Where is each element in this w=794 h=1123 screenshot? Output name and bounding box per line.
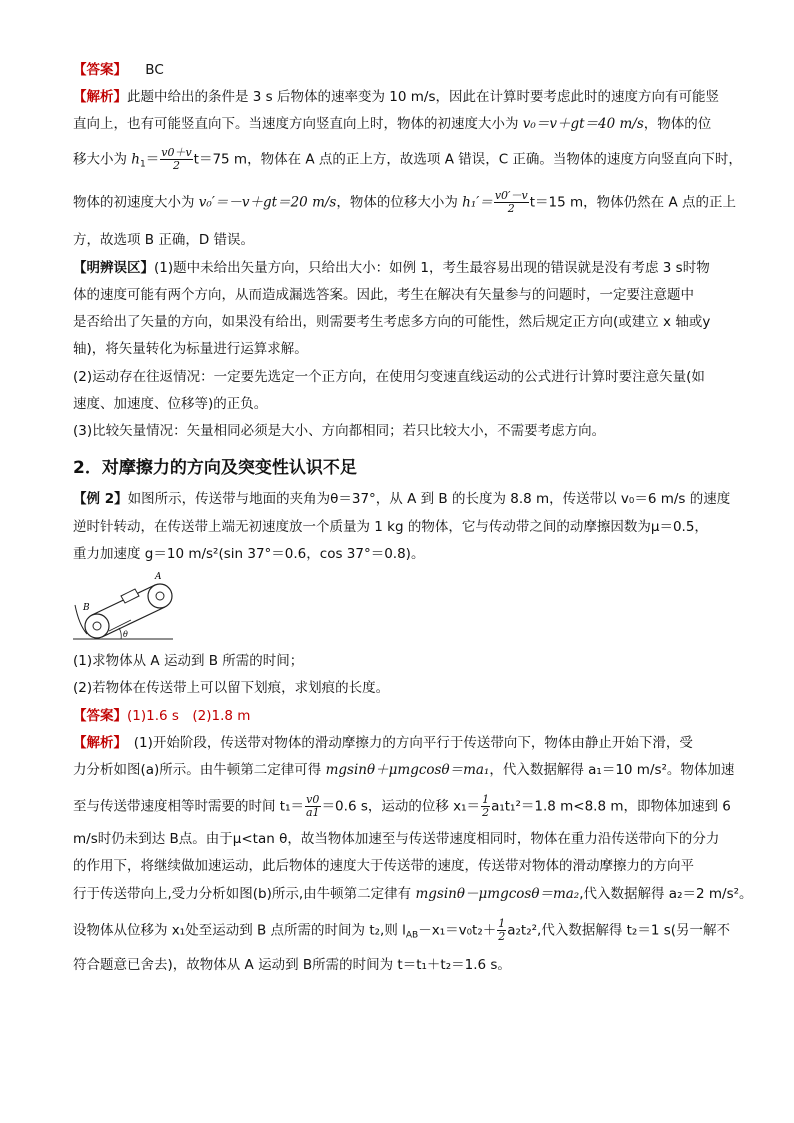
analysis-text: t＝15 m，物体仍然在 A 点的正上: [529, 194, 736, 211]
analysis-text: 方，故选项 B 正确，D 错误。: [73, 232, 255, 248]
analysis-line-1: [73, 87, 719, 107]
analysis-tag: 【解析】: [73, 735, 121, 751]
analysis2-line-6: [73, 884, 753, 904]
equation: v₀＝v＋gt＝40 m/s: [522, 116, 644, 132]
fraction: [481, 794, 490, 819]
label-theta: θ: [123, 630, 128, 639]
analysis-text: 移大小为: [73, 151, 132, 168]
analysis-text: ＝0.6 s，运动的位移 x₁＝: [321, 798, 481, 815]
answer-line: [73, 60, 164, 80]
denominator: 2: [482, 806, 490, 819]
analysis-text: ，物体的位: [643, 116, 712, 132]
answer-2-line: [73, 706, 250, 726]
equation: mgsinθ－μmgcosθ＝ma₂: [415, 886, 580, 902]
analysis-text: a₁t₁²＝1.8 m<8.8 m，即物体加速到 6: [491, 798, 731, 815]
example-line-1: [73, 489, 730, 509]
denominator: 2: [507, 202, 515, 215]
analysis2-line-5: [73, 856, 694, 876]
analysis-line-4: [73, 190, 736, 215]
analysis-text: 设物体从位移为 x₁处至运动到 B 点所需的时间为 t₂,则 l: [73, 922, 406, 939]
question-text: (2)若物体在传送带上可以留下划痕，求划痕的长度。: [73, 680, 390, 696]
numerator: v0′－v: [494, 189, 528, 202]
example-text: 如图所示，传送带与地面的夹角为θ＝37°，从 A 到 B 的长度为 8.8 m，传送带以 v₀＝6 m/s 的速度: [127, 491, 731, 507]
clarify-line-4: [73, 339, 308, 359]
subscript: AB: [405, 930, 419, 941]
analysis-text: 的作用下，将继续做加速运动，此后物体的速度大于传送带的速度，传送带对物体的滑动摩擦力的方向平: [73, 858, 694, 874]
analysis-line-2: [73, 114, 711, 134]
clarify-line-3: [73, 312, 710, 332]
answer-value: (1)1.6 s (2)1.8 m: [127, 708, 251, 724]
equation: h: [131, 151, 140, 168]
section-heading: 2．对摩擦力的方向及突变性认识不足: [73, 458, 357, 478]
clarify-text: (3)比较矢量情况：矢量相同必须是大小、方向都相同；若只比较大小，不需要考虑方向。: [73, 423, 606, 439]
clarify-tag: 【明辨误区】: [73, 260, 154, 276]
question-text: (1)求物体从 A 运动到 B 所需的时间；: [73, 653, 304, 669]
analysis-text: 符合题意已舍去)，故物体从 A 运动到 B所需的时间为 t＝t₁＋t₂＝1.6 s。: [73, 957, 511, 973]
clarify-line-1: [73, 258, 710, 278]
clarify-text: (2)运动存在往返情况：一定要先选定一个正方向，在使用匀变速直线运动的公式进行计算时要注意矢量(如: [73, 369, 705, 385]
fraction: [494, 190, 529, 215]
numerator: v0: [306, 793, 320, 806]
question-2: [73, 678, 389, 698]
analysis-text: t＝75 m，物体在 A 点的正上方，故选项 A 错误，C 正确。当物体的速度方向竖直向下时，: [193, 151, 742, 168]
clarify-text: 体的速度可能有两个方向，从而造成漏选答案。因此，考生在解决有矢量参与的问题时，一定要注意题中: [73, 287, 694, 303]
analysis-text: 物体的初速度大小为: [73, 194, 199, 211]
analysis-text: ，物体的位移大小为: [336, 194, 463, 211]
label-a: A: [155, 572, 162, 582]
clarify-text: (1)题中未给出矢量方向，只给出大小：如例 1，考生最容易出现的错误就是没有考虑 3 s时物: [154, 260, 710, 276]
clarify-text: 是否给出了矢量的方向，如果没有给出，则需要考生考虑多方向的可能性，然后规定正方向(或建立 x 轴或y: [73, 314, 711, 330]
label-b: B: [83, 603, 90, 613]
analysis2-line-8: [73, 955, 511, 975]
denominator: 2: [172, 159, 180, 172]
lower-pulley-hub: [93, 622, 101, 630]
analysis-text: a₂t₂²,代入数据解得 t₂＝1 s(另一解不: [507, 922, 731, 939]
analysis2-line-4: [73, 829, 719, 849]
analysis2-line-2: [73, 760, 734, 780]
answer-value: BC: [145, 62, 164, 78]
clarify-line-2: [73, 285, 694, 305]
analysis-line-3: 移大小为 $h_1=$ $\frac{v0+v}{2}$ t＝75 m，物体在 A 点的正上方，故选项 A 错误，C 正确。当物体的速度方向竖直向下时，: [73, 146, 742, 172]
analysis-text: (1)开始阶段，传送带对物体的滑动摩擦力的方向平行于传送带向下，物体由静止开始下滑，受: [120, 735, 693, 751]
upper-pulley-hub: [156, 592, 164, 600]
clarify-line-5: [73, 367, 705, 387]
example-line-2: [73, 517, 708, 537]
analysis-text: 力分析如图(a)所示。由牛顿第二定律可得: [73, 762, 326, 778]
numerator: v0＋v: [161, 146, 192, 159]
example-text: 逆时针转动，在传送带上端无初速度放一个质量为 1 kg 的物体，它与传动带之间的动摩擦因数为μ＝0.5，: [73, 519, 708, 535]
answer-tag: 【答案】: [73, 62, 127, 78]
equation: mgsinθ＋μmgcosθ＝ma₁: [325, 762, 490, 778]
fraction: [160, 147, 192, 172]
denominator: a1: [306, 806, 320, 819]
example-tag: 【例 2】: [73, 491, 128, 507]
analysis-text: 此题中给出的条件是 3 s 后物体的速率变为 10 m/s，因此在计算时要考虑此时的速度方向有可能竖: [127, 89, 719, 105]
example-line-3: [73, 544, 424, 564]
analysis-text: 直向上，也有可能竖直向下。当速度方向竖直向上时，物体的初速度大小为: [73, 116, 523, 132]
belt-bottom: [102, 607, 165, 637]
analysis-line-5: [73, 230, 254, 250]
equation: h₁′＝: [462, 194, 493, 211]
analysis2-line-7: [73, 918, 730, 946]
analysis-text: ,代入数据解得 a₂＝2 m/s²。: [579, 886, 753, 902]
conveyor-belt-diagram: [73, 570, 183, 645]
question-1: [73, 651, 303, 671]
analysis2-line-1: [73, 733, 693, 753]
analysis-text: －x₁＝v₀t₂＋: [418, 922, 497, 939]
clarify-line-7: [73, 421, 605, 441]
lower-pulley: [85, 614, 109, 638]
angle-arc: [119, 628, 121, 639]
analysis-text: m/s时仍未到达 B点。由于μ<tan θ，故当物体加速至与传送带速度相同时，物体在重力沿传送带向下的分力: [73, 831, 720, 847]
block: [121, 589, 139, 603]
clarify-line-6: [73, 394, 267, 414]
equation: v₀′＝－v＋gt＝20 m/s: [198, 194, 337, 211]
upper-pulley: [148, 584, 172, 608]
subscript: 1: [140, 159, 146, 170]
answer-tag: 【答案】: [73, 708, 127, 724]
clarify-text: 轴)，将矢量转化为标量进行运算求解。: [73, 341, 308, 357]
fraction: [497, 918, 506, 943]
analysis-text: ，代入数据解得 a₁＝10 m/s²。物体加速: [489, 762, 735, 778]
analysis-text: 行于传送带向上,受力分析如图(b)所示,由牛顿第二定律有: [73, 886, 416, 902]
numerator: 1: [498, 917, 506, 930]
analysis-tag: 【解析】: [73, 89, 127, 105]
clarify-text: 速度、加速度、位移等)的正负。: [73, 396, 268, 412]
numerator: 1: [482, 793, 490, 806]
fraction: [305, 794, 321, 819]
example-text: 重力加速度 g＝10 m/s²(sin 37°＝0.6，cos 37°＝0.8)。: [73, 546, 425, 562]
analysis-text: 至与传送带速度相等时需要的时间 t₁＝: [73, 798, 304, 815]
analysis2-line-3: [73, 794, 731, 819]
denominator: 2: [498, 930, 506, 943]
